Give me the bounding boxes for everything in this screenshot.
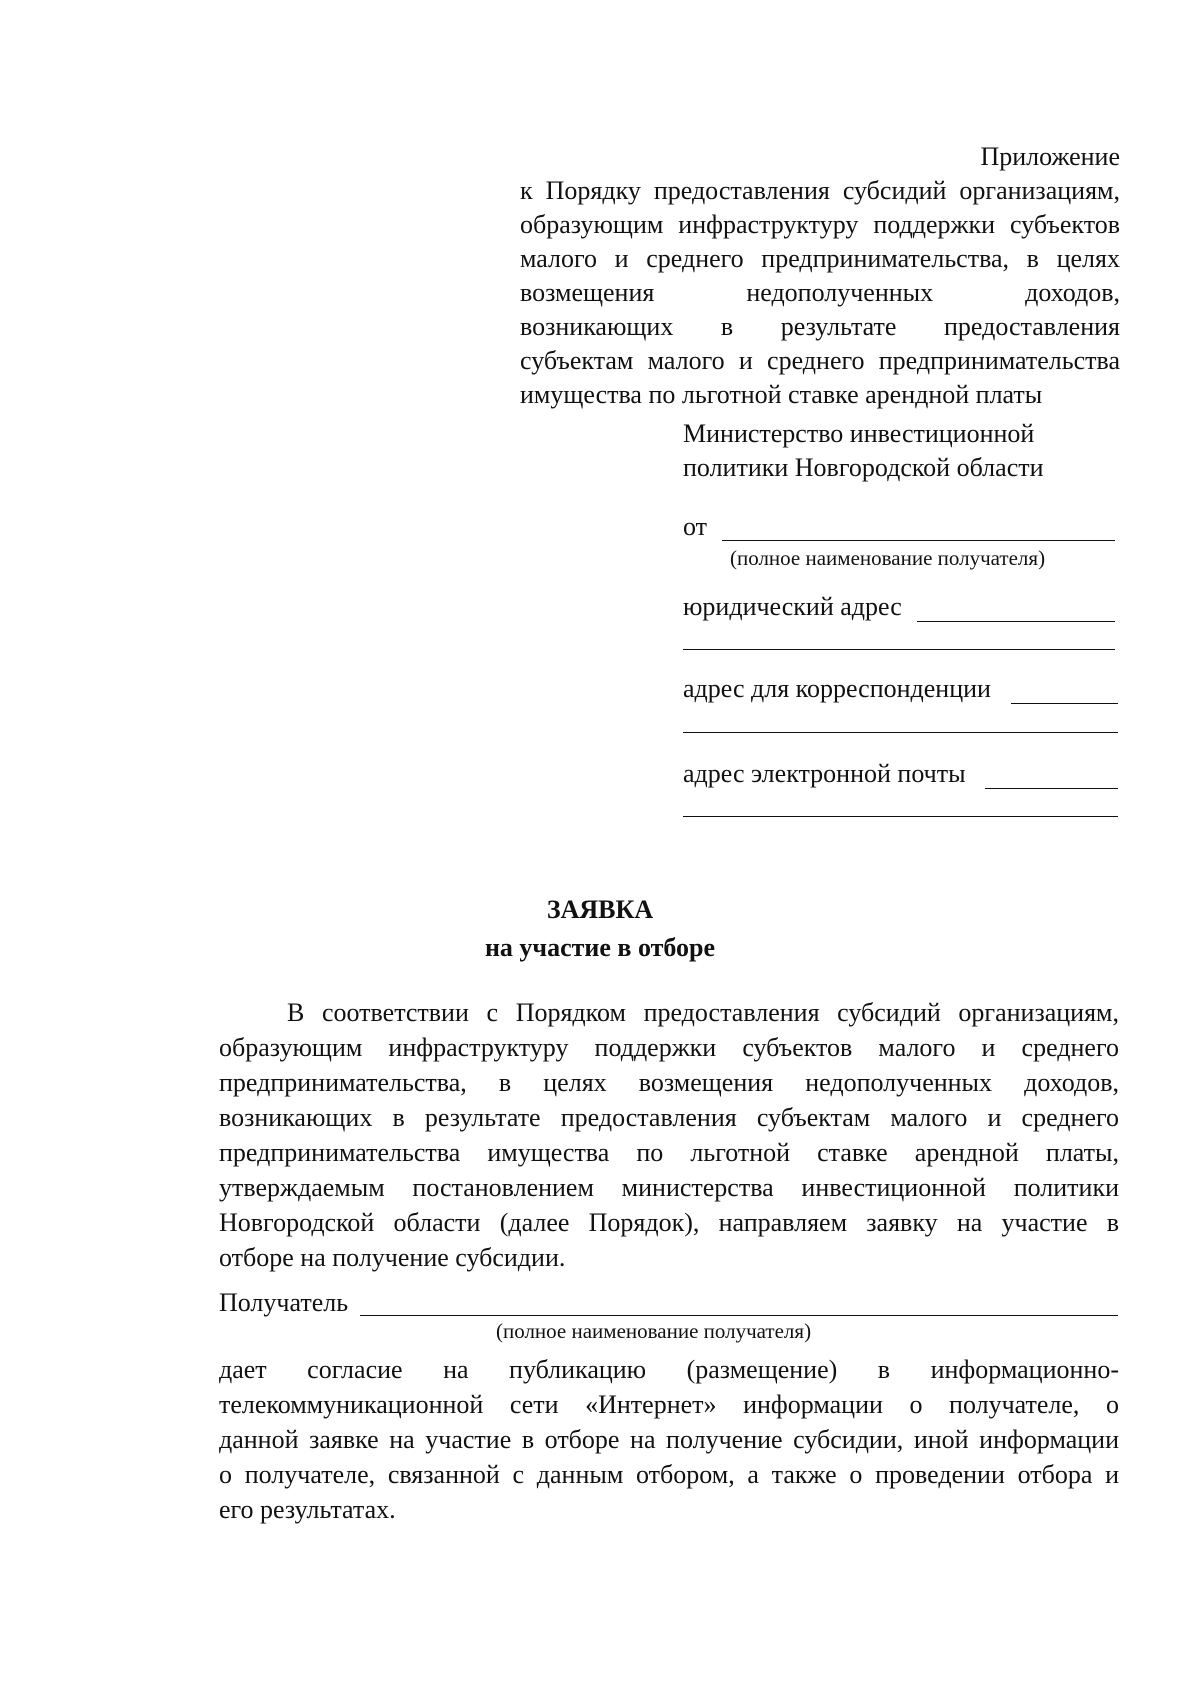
body-paragraph-2	[219, 1352, 1119, 1527]
addressee-line: Министерство инвестиционной	[683, 419, 1035, 448]
recipient-caption: (полное наименование получателя)	[496, 1319, 812, 1343]
recipient-label: Получатель	[219, 1288, 349, 1317]
document-title: ЗАЯВКА	[546, 895, 654, 924]
body-line: Новгородской области (далее Порядок), направляем заявку на участие в	[219, 1208, 1119, 1237]
appendix-line: возмещения недополученных доходов,	[520, 278, 1120, 307]
appendix-block	[520, 140, 1120, 412]
legal-address-field	[683, 590, 902, 624]
email-label: адрес электронной почты	[683, 759, 966, 788]
email-input-line[interactable]	[985, 788, 1118, 789]
correspondence-address-label: адрес для корреспонденции	[683, 674, 991, 703]
body-line: В соответствии с Порядком предоставления субсидий организациям,	[287, 998, 1119, 1027]
from-field	[683, 510, 707, 544]
legal-address-input-line[interactable]	[917, 621, 1115, 622]
email-input-line-2[interactable]	[683, 816, 1118, 817]
body-line: дает согласие на публикацию (размещение) в информационно-	[219, 1355, 1119, 1384]
addressee-line: политики Новгородской области	[683, 453, 1044, 482]
email-field	[683, 757, 966, 791]
correspondence-address-input-line[interactable]	[1011, 703, 1118, 704]
legal-address-input-line-2[interactable]	[683, 649, 1115, 650]
body-line: отборе на получение субсидии.	[219, 1243, 566, 1272]
recipient-field	[219, 1285, 348, 1320]
body-line: предпринимательства имущества по льготной ставке арендной платы,	[219, 1138, 1119, 1167]
from-caption: (полное наименование получателя)	[730, 546, 1046, 570]
appendix-line: малого и среднего предпринимательства, в целях	[520, 244, 1120, 273]
from-label: от	[683, 512, 708, 541]
appendix-line: субъектам малого и среднего предпринимательства	[520, 346, 1120, 375]
correspondence-address-field	[683, 672, 991, 706]
body-line: предпринимательства, в целях возмещения недополученных доходов,	[219, 1068, 1119, 1097]
body-line: утверждаемым постановлением министерства инвестиционной политики	[219, 1173, 1119, 1202]
legal-address-label: юридический адрес	[683, 592, 902, 621]
body-line: телекоммуникационной сети «Интернет» информации о получателе, о	[219, 1390, 1119, 1419]
appendix-line: имущества по льготной ставке арендной платы	[520, 380, 1043, 409]
body-line: образующим инфраструктуру поддержки субъектов малого и среднего	[219, 1033, 1119, 1062]
recipient-input-line[interactable]	[360, 1315, 1118, 1316]
body-line: его результатах.	[219, 1495, 396, 1524]
document-subtitle: на участие в отборе	[484, 933, 716, 962]
body-line: данной заявке на участие в отборе на получение субсидии, иной информации	[219, 1425, 1119, 1454]
body-line: о получателе, связанной с данным отбором, а также о проведении отбора и	[219, 1460, 1119, 1489]
from-input-line[interactable]	[722, 540, 1115, 541]
appendix-line: возникающих в результате предоставления	[520, 312, 1120, 341]
appendix-line: к Порядку предоставления субсидий организациям,	[520, 176, 1120, 205]
body-line: возникающих в результате предоставления субъектам малого и среднего	[219, 1103, 1119, 1132]
correspondence-address-input-line-2[interactable]	[683, 732, 1118, 733]
body-paragraph-1	[219, 995, 1119, 1275]
appendix-title: Приложение	[980, 142, 1120, 171]
addressee-block	[683, 417, 1123, 485]
appendix-line: образующим инфраструктуру поддержки субъектов	[520, 210, 1120, 239]
